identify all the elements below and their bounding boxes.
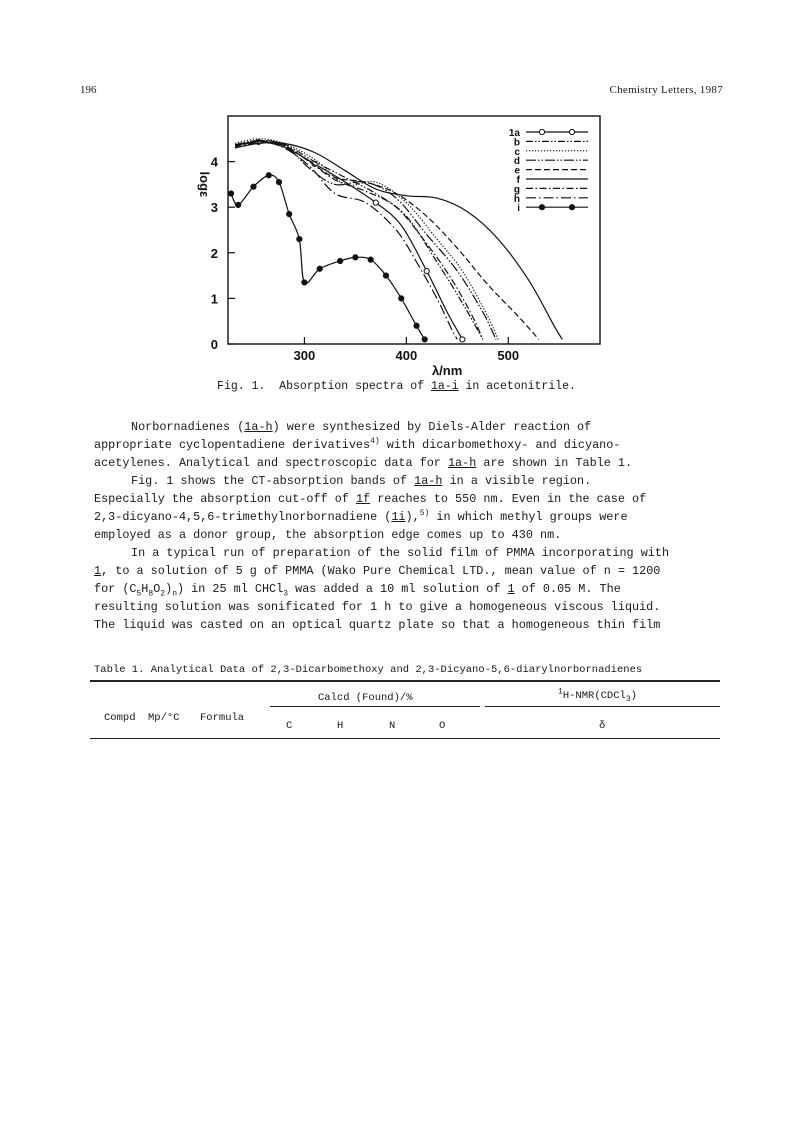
journal-name: Chemistry Letters, 1987: [609, 84, 723, 96]
series-line-i: [231, 175, 425, 339]
paragraph-3: [94, 544, 704, 634]
p2-line-1: Fig. 1 shows the CT-absorption bands of 1a-h in a visible region.: [131, 474, 592, 488]
series-point-i: [414, 323, 419, 328]
series-line-1a: [235, 142, 462, 339]
header-compd: Compd: [104, 712, 136, 724]
legend-label-b: b: [513, 137, 520, 149]
header-n: N: [389, 720, 396, 732]
legend-marker-1a: [569, 129, 574, 134]
series-point-i: [422, 337, 427, 342]
legend-label-i: i: [517, 203, 520, 215]
series-point-i: [236, 202, 241, 207]
series-line-d: [235, 141, 496, 340]
series-point-i: [338, 258, 343, 263]
series-point-1a: [424, 268, 429, 273]
series-point-i: [297, 237, 302, 242]
legend-label-d: d: [513, 156, 520, 168]
p1-line-3: acetylenes. Analytical and spectroscopic data for 1a-h are shown in Table 1.: [94, 456, 633, 470]
series-point-i: [383, 273, 388, 278]
series-line-c: [235, 139, 498, 340]
legend-marker-i: [569, 205, 574, 210]
p1-line-1: Norbornadienes (1a-h) were synthesized by Diels-Alder reaction of: [131, 420, 592, 434]
y-tick-label: 2: [210, 245, 218, 261]
figure-caption-text: Absorption spectra of: [279, 380, 431, 393]
legend-label-c: c: [514, 146, 520, 158]
paragraph-1: [94, 418, 704, 472]
table-top-rule: [90, 680, 720, 682]
header-o: O: [439, 720, 446, 732]
calcd-underline: [270, 706, 480, 707]
legend-label-1a: 1a: [508, 128, 520, 139]
y-tick-label: 1: [210, 291, 218, 307]
header-delta: δ: [599, 720, 606, 732]
legend-marker-1a: [539, 129, 544, 134]
table-1: [90, 680, 720, 790]
series-point-i: [251, 184, 256, 189]
y-axis-label: logε: [197, 171, 212, 198]
p2-line-3: 2,3-dicyano-4,5,6-trimethylnorbornadiene (1i),$^{5)}$ in which methyl groups were: [94, 509, 628, 524]
header-calcd: Calcd (Found)/%: [318, 692, 413, 704]
nmr-underline: [485, 706, 720, 707]
legend-marker-i: [539, 205, 544, 210]
p1-line-2: appropriate cyclopentadiene derivatives$^{4)}$ with dicarbomethoxy- and dicyano-: [94, 437, 621, 452]
y-tick-label: 3: [210, 200, 218, 216]
x-axis-label: λ/nm: [431, 363, 463, 378]
figure-caption-end: in acetonitrile.: [458, 380, 576, 393]
header-nmr: $^1$H-NMR(CDCl$_3$): [558, 687, 637, 705]
series-point-1a: [460, 337, 465, 342]
plot-frame: [228, 116, 600, 344]
series-point-1a: [373, 200, 378, 205]
p2-line-4: employed as a donor group, the absorption edge comes up to 430 nm.: [94, 528, 562, 542]
paragraph-2: [94, 472, 704, 544]
figure-caption-ref: 1a-i: [431, 380, 459, 393]
x-tick-label: 400: [395, 348, 418, 363]
series-point-i: [276, 180, 281, 185]
series-line-e: [235, 141, 539, 339]
p3-line-4: resulting solution was sonificated for 1 h to give a homogeneous viscous liquid.: [94, 600, 661, 614]
legend-label-f: f: [516, 175, 520, 186]
table-caption: Table 1. Analytical Data of 2,3-Dicarbomethoxy and 2,3-Dicyano-5,6-diarylnorbornadienes: [94, 664, 643, 676]
header-mp: Mp/°C: [148, 712, 180, 724]
p3-line-1: In a typical run of preparation of the solid film of PMMA incorporating with: [131, 546, 670, 560]
page-number: 196: [80, 84, 97, 96]
header-formula: Formula: [200, 712, 245, 724]
x-tick-label: 300: [293, 348, 316, 363]
series-point-i: [266, 173, 271, 178]
series-line-f: [235, 142, 562, 339]
p2-line-2: Especially the absorption cut-off of 1f reaches to 550 nm. Even in the case of: [94, 492, 647, 506]
absorption-chart: [160, 100, 620, 380]
p3-line-5: The liquid was casted on an optical quartz plate so that a homogeneous thin film: [94, 618, 661, 632]
header-h: H: [337, 720, 344, 732]
figure-caption: [0, 380, 793, 393]
legend-label-g: g: [513, 184, 520, 196]
legend-label-h: h: [513, 193, 520, 205]
figure-caption-prefix: Fig. 1.: [217, 380, 266, 393]
figure-absorption-spectra: [160, 100, 620, 380]
y-tick-label: 4: [210, 154, 218, 170]
y-tick-label: 0: [210, 337, 218, 352]
legend-label-e: e: [514, 165, 520, 177]
series-point-i: [228, 191, 233, 196]
x-tick-label: 500: [497, 348, 520, 363]
series-point-i: [399, 296, 404, 301]
p3-line-2: 1, to a solution of 5 g of PMMA (Wako Pure Chemical LTD., mean value of n = 1200: [94, 564, 661, 578]
header-c: C: [286, 720, 293, 732]
series-point-i: [317, 266, 322, 271]
series-point-i: [353, 255, 358, 260]
series-point-i: [287, 211, 292, 216]
p3-line-3: for $(C_5H_8O_2)_n$) in 25 ml CHCl$_3$ was added a 10 ml solution of 1 of 0.05 M. The: [94, 582, 621, 599]
series-point-i: [302, 280, 307, 285]
series-point-i: [368, 257, 373, 262]
header-bottom-rule: [90, 738, 720, 739]
